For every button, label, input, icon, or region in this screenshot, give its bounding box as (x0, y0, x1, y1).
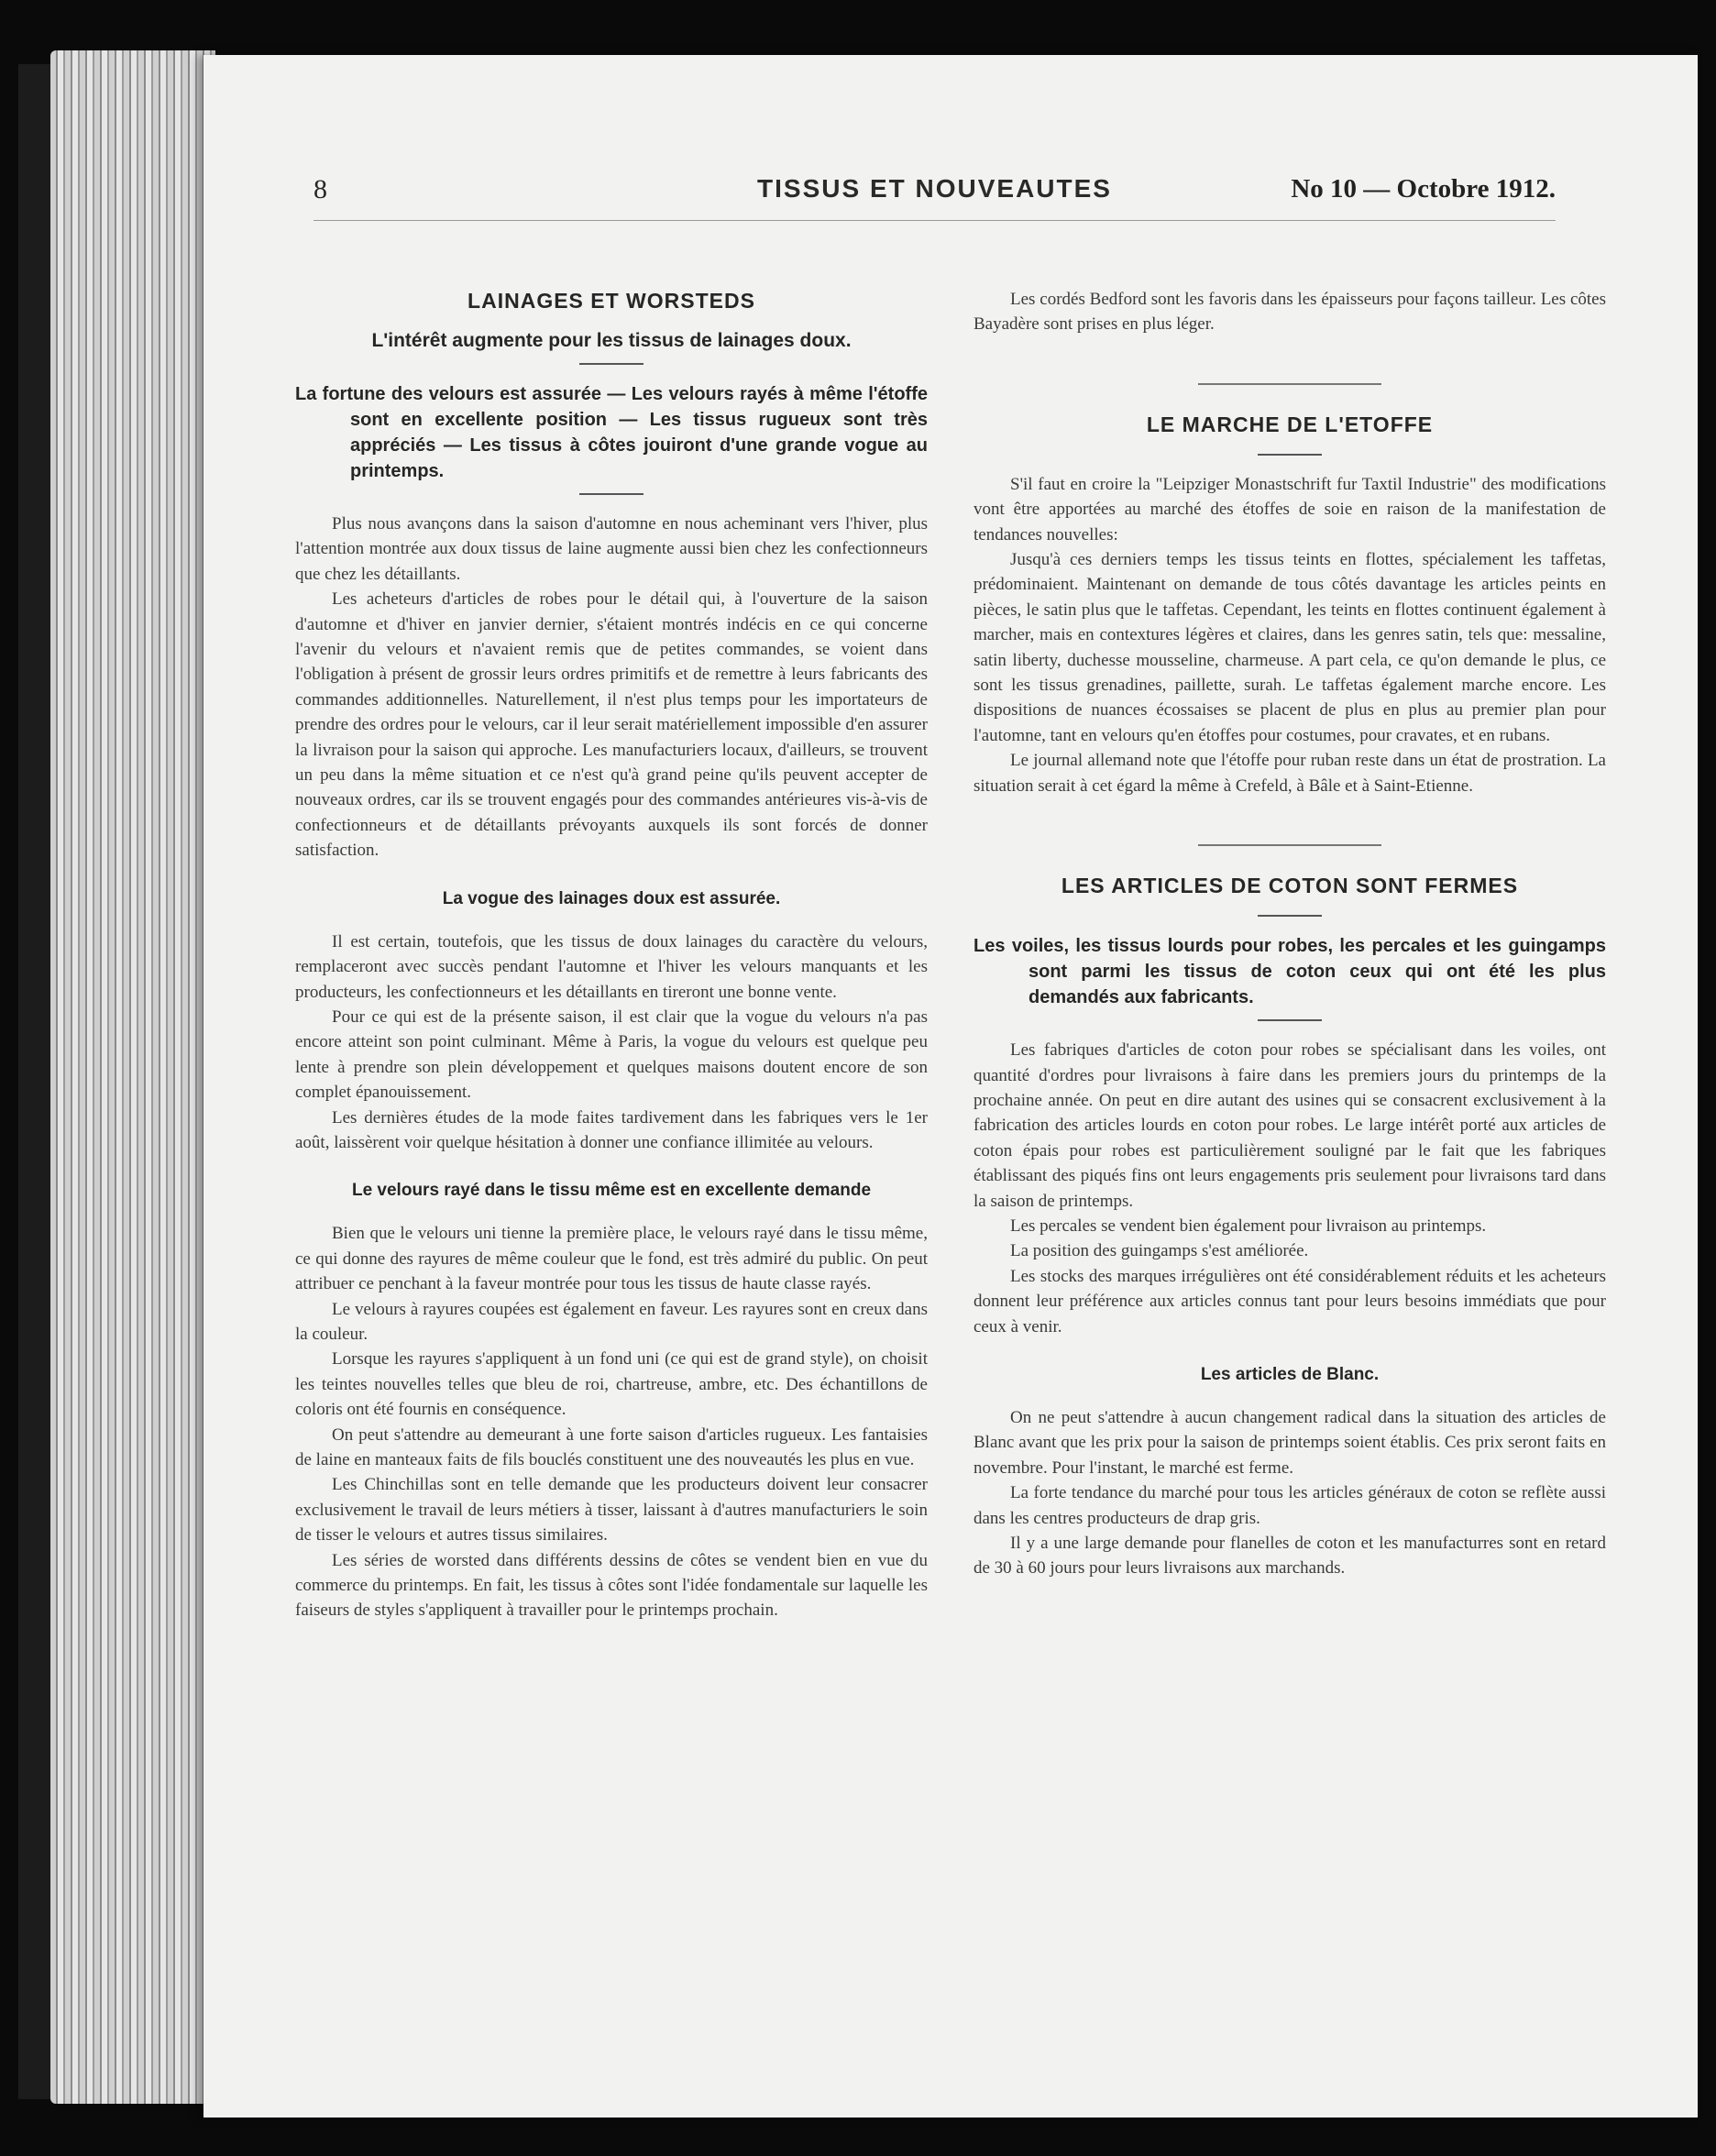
paragraph: La position des guingamps s'est améliorée. (1010, 1241, 1309, 1261)
section-title-coton: LES ARTICLES DE COTON SONT FERMES (1061, 874, 1519, 898)
rule (1258, 915, 1322, 917)
paragraph: S'il faut en croire la "Leipziger Monastschrift fur Taxtil Industrie" des modifications vont être apportées au marché des étoffes de soie en raison de la manifestation de tendances nouvelles: (974, 474, 1606, 544)
paragraph: Jusqu'à ces derniers temps les tissus teints en flottes, spécialement les taffetas, prédominaient. Maintenant on demande de tous côtés davantage les articles peints en pièces, le satin plus que le taffetas. Cependant, les teints en flottes continuent également à marcher, mais en contextures légères et claires, dans les genres satin, tels que: messaline, satin liberty, duchesse mousseline, charmeuse. A part cela, ce qu'on demande le plus, ce sont les tissus grenadines, paillette, surah. Le taffetas également marche encore. Les dispositions de nuances écossaises se placent de plus en plus au premier plan pour l'automne, tant en velours qu'en étoffes pour costumes, pour cravates, et en rubans. (974, 550, 1606, 745)
issue-date: No 10 — Octobre 1912. (1291, 174, 1556, 204)
section-title-lainages: LAINAGES ET WORSTEDS (468, 289, 755, 313)
paragraph: On ne peut s'attendre à aucun changement radical dans la situation des articles de Blanc avant que les prix pour la saison de printemps soient établis. Ces prix seront faits en novembre. Pour l'instant, le marché est ferme. (974, 1407, 1606, 1478)
paragraph: Le journal allemand note que l'étoffe pour ruban reste dans un état de prostration. La situation serait à cet égard la même à Crefeld, à Bâle et à Saint-Etienne. (974, 751, 1606, 796)
rule (579, 493, 644, 495)
paragraph: Les fabriques d'articles de coton pour robes se spécialisant dans les voiles, ont quantité d'ordres pour livraisons à faire dans les premiers jours du printemps de la prochaine année. On peut en dire autant des usines qui se consacrent exclusivement à la fabrication des articles lourds en coton pour robes. Le large intérêt porté aux articles de coton épais pour robes est particulièrement souligné par le fait que les fabriques établissant des piqués fins ont leurs engagements pris seulement pour livraisons tard dans la saison de printemps. (974, 1040, 1606, 1211)
paragraph: Les acheteurs d'articles de robes pour le détail qui, à l'ouverture de la saison d'automne et d'hiver en janvier dernier, s'étaient montrés indécis en ce qui concerne l'avenir du velours et n'avaient remis que de petites commandes, se voient dans l'obligation à présent de grossir leurs ordres primitifs et de remettre à leurs fabricants des commandes additionnelles. Naturellement, il n'est plus temps pour les importateurs de prendre des ordres pour le velours, car il leur serait matériellement impossible d'en assurer la livraison pour la saison qui approche. Les manufacturiers locaux, d'ailleurs, se trouvent un peu dans la même situation et ce n'est qu'à grand peine qu'ils peuvent accepter de nouveaux ordres, car ils se trouvent engagés pour des commandes antérieures vis-à-vis de confectionneurs et de détaillants prévoyants auxquels ils sont forcés de donner satisfaction. (295, 589, 928, 861)
left-column (295, 234, 928, 1623)
magazine-page (204, 55, 1698, 2118)
paragraph: Pour ce qui est de la présente saison, il est clair que la vogue du velours n'a pas encore atteint son point culminant. Même à Paris, la vogue du velours est quelque peu lente à prendre son plein développement et quelques maisons doutent encore de son complet épanouissement. (295, 1006, 928, 1103)
paragraph: La forte tendance du marché pour tous les articles généraux de coton se reflète aussi dans les centres producteurs de drap gris. (974, 1483, 1606, 1528)
paragraph: Le velours à rayures coupées est également en faveur. Les rayures sont en creux dans la couleur. (295, 1299, 928, 1344)
paragraph: Il y a une large demande pour flanelles de coton et les manufacturres sont en retard de 30 à 60 jours pour leurs livraisons aux marchands. (974, 1534, 1606, 1578)
paragraph: Les dernières études de la mode faites tardivement dans les fabriques vers le 1er août, laissèrent voir quelque hésitation à donner une confiance illimitée au velours. (295, 1107, 928, 1152)
paragraph: Lorsque les rayures s'appliquent à un fond uni (ce qui est de grand style), on choisit les teintes nouvelles telles que bleu de roi, chartreuse, ambre, etc. Des échantillons de coloris ont été fournis en conséquence. (295, 1349, 928, 1420)
summary-coton: Les voiles, les tissus lourds pour robes, les percales et les guingamps sont parmi les tissus de coton ceux qui ont été les plus demandés aux fabricants. (974, 936, 1606, 1008)
paragraph: Les cordés Bedford sont les favoris dans les épaisseurs pour façons tailleur. Les côtes Bayadère sont prises en plus léger. (974, 290, 1606, 335)
rule (1258, 1019, 1322, 1021)
paragraph: Les stocks des marques irrégulières ont été considérablement réduits et les acheteurs donnent leur préférence aux articles connus tant pour leurs besoins immédiats que pour ceux à venir. (974, 1266, 1606, 1336)
right-column (974, 234, 1606, 1581)
subhead-blanc: Les articles de Blanc. (1200, 1364, 1380, 1384)
separator (1198, 383, 1381, 385)
separator (1198, 844, 1381, 846)
summary-lainages: La fortune des velours est assurée — Les velours rayés à même l'étoffe sont en excellente position — Les tissus rugueux sont très appréciés — Les tissus à côtes jouiront d'une grande vogue au printemps. (295, 384, 928, 481)
paragraph: Les percales se vendent bien également pour livraison au printemps. (1010, 1216, 1487, 1236)
paragraph: Bien que le velours uni tienne la première place, le velours rayé dans le tissu même, ce qui donne des rayures de même couleur que le fond, est très admiré du public. On peut attribuer ce penchant à la faveur montrée pour tous les tissus de haute classe rayés. (295, 1224, 928, 1294)
subhead-velours-raye: Le velours rayé dans le tissu même est en excellente demande (351, 1181, 872, 1201)
paragraph: Les séries de worsted dans différents dessins de côtes se vendent bien en vue du commerce du printemps. En fait, les tissus à côtes sont l'idée fondamentale sur laquelle les faiseurs de styles s'appliquent à travailler pour le printemps prochain. (295, 1550, 928, 1621)
paragraph: On peut s'attendre au demeurant à une forte saison d'articles rugueux. Les fantaisies de laine en manteaux faits de fils bouclés constituent une des nouveautés les plus en vue. (295, 1424, 928, 1469)
page-header (314, 165, 1556, 221)
paragraph: Plus nous avançons dans la saison d'automne en nous acheminant vers l'hiver, plus l'attention montrée aux doux tissus de laine augmente aussi bien chez les confectionneurs que chez les détaillants. (295, 514, 928, 584)
subtitle-lainages: L'intérêt augmente pour les tissus de lainages doux. (371, 330, 852, 351)
rule (1258, 454, 1322, 456)
page-number: 8 (314, 174, 327, 204)
paragraph: Il est certain, toutefois, que les tissus de doux lainages du caractère du velours, remplaceront avec succès pendant l'automne et l'hiver les velours manquants et les producteurs, les confectionneurs et les détaillants en tireront une bonne vente. (295, 931, 928, 1002)
section-title-etoffe: LE MARCHE DE L'ETOFFE (1146, 412, 1434, 436)
book-page-edges (50, 50, 215, 2104)
paragraph: Les Chinchillas sont en telle demande que les producteurs doivent leur consacrer exclusivement le travail de leurs métiers à tisser, laissant à d'autres manufacturiers le soin de tisser le velours et autres tissus similaires. (295, 1475, 928, 1546)
rule (579, 363, 644, 365)
publication-title: TISSUS ET NOUVEAUTES (757, 174, 1112, 203)
subhead-vogue: La vogue des lainages doux est assurée. (442, 888, 781, 908)
